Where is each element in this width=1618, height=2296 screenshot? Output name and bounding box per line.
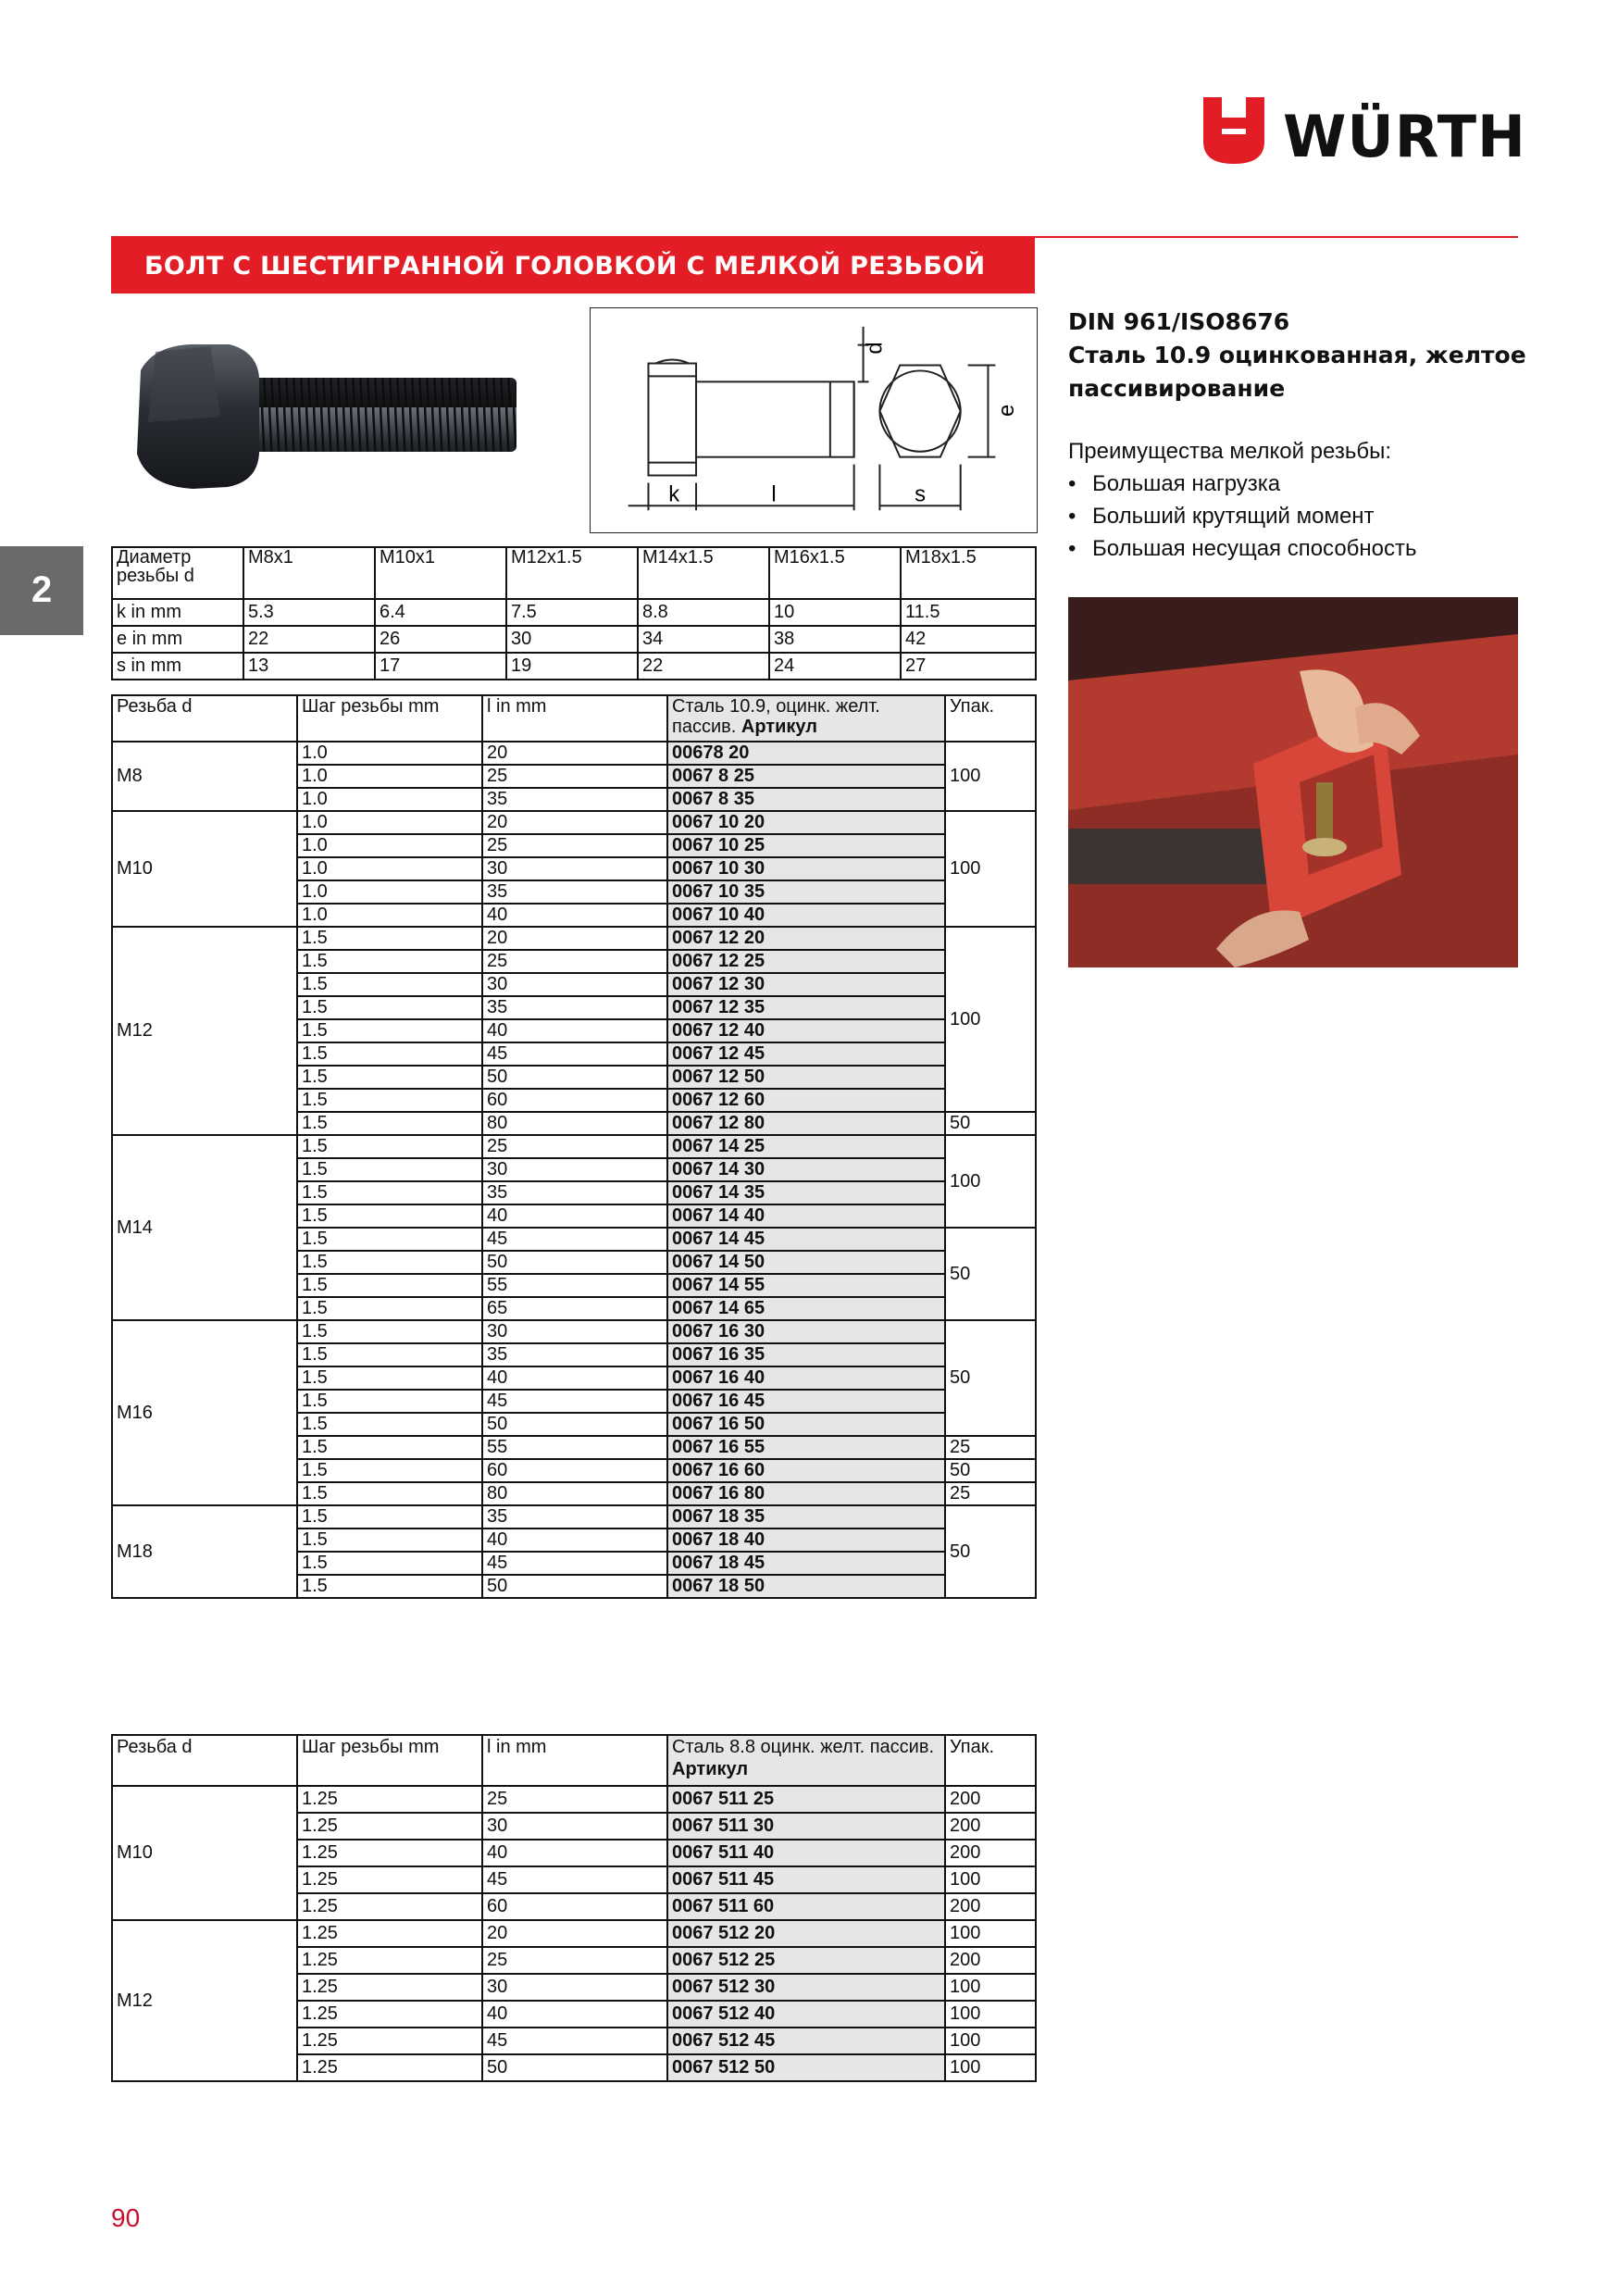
thread-size-cell: M12 <box>112 1920 297 2081</box>
dimension-value: 27 <box>901 653 1036 680</box>
pitch-cell: 1.5 <box>297 1459 482 1482</box>
pack-cell: 50 <box>945 1112 1036 1135</box>
pack-cell: 50 <box>945 1505 1036 1598</box>
pitch-cell: 1.25 <box>297 1866 482 1893</box>
article-cell: 0067 512 30 <box>667 1974 945 2001</box>
pack-cell: 100 <box>945 1974 1036 2001</box>
pitch-cell: 1.0 <box>297 834 482 857</box>
dimension-value: 13 <box>243 653 375 680</box>
pack-cell: 50 <box>945 1228 1036 1320</box>
article-cell: 0067 16 50 <box>667 1413 945 1436</box>
brand-name: WÜRTH <box>1283 103 1526 170</box>
pitch-cell: 1.5 <box>297 1320 482 1343</box>
dimension-value: 22 <box>243 626 375 653</box>
article-cell: 0067 14 35 <box>667 1181 945 1204</box>
length-cell: 20 <box>482 927 667 950</box>
article-cell: 0067 14 65 <box>667 1297 945 1320</box>
pitch-cell: 1.5 <box>297 1575 482 1598</box>
article-cell: 0067 16 55 <box>667 1436 945 1459</box>
article-cell: 0067 14 45 <box>667 1228 945 1251</box>
length-cell: 55 <box>482 1436 667 1459</box>
pitch-cell: 1.5 <box>297 1042 482 1066</box>
length-cell: 35 <box>482 880 667 904</box>
pack-cell: 100 <box>945 927 1036 1112</box>
article-cell: 0067 511 45 <box>667 1866 945 1893</box>
length-cell: 45 <box>482 1552 667 1575</box>
application-photo <box>1068 597 1518 967</box>
length-cell: 45 <box>482 1042 667 1066</box>
pack-cell: 200 <box>945 1786 1036 1813</box>
dimension-value: 26 <box>375 626 506 653</box>
pitch-cell: 1.25 <box>297 1947 482 1974</box>
article-cell: 0067 16 30 <box>667 1320 945 1343</box>
advantages-block <box>1068 435 1417 565</box>
dimension-value: 38 <box>769 626 901 653</box>
dimension-value: M8x1 <box>243 547 375 599</box>
length-cell: 40 <box>482 1366 667 1390</box>
length-cell: 20 <box>482 811 667 834</box>
dimension-value: 11.5 <box>901 599 1036 626</box>
section-tab <box>0 546 83 635</box>
product-table-8-8 <box>111 1734 1037 2082</box>
length-cell: 40 <box>482 2001 667 2028</box>
dimension-value: 7.5 <box>506 599 638 626</box>
article-cell: 0067 18 45 <box>667 1552 945 1575</box>
title-bar <box>111 236 1035 293</box>
pitch-cell: 1.25 <box>297 1920 482 1947</box>
pack-cell: 100 <box>945 2054 1036 2081</box>
pack-cell: 100 <box>945 742 1036 811</box>
length-cell: 25 <box>482 1947 667 1974</box>
length-cell: 50 <box>482 1413 667 1436</box>
article-cell: 0067 18 35 <box>667 1505 945 1529</box>
pack-cell: 50 <box>945 1320 1036 1436</box>
dimension-value: M12x1.5 <box>506 547 638 599</box>
dimensions-row <box>112 599 1036 626</box>
article-cell: 0067 511 30 <box>667 1813 945 1840</box>
table-row <box>112 811 1036 834</box>
article-cell: 0067 10 40 <box>667 904 945 927</box>
dimension-value: 17 <box>375 653 506 680</box>
article-cell: 0067 18 40 <box>667 1529 945 1552</box>
pack-cell: 25 <box>945 1436 1036 1459</box>
article-cell: 0067 12 50 <box>667 1066 945 1089</box>
dimension-value: M14x1.5 <box>638 547 769 599</box>
pitch-cell: 1.0 <box>297 788 482 811</box>
pack-cell: 200 <box>945 1840 1036 1866</box>
wurth-logo-mark-icon <box>1203 97 1264 164</box>
pitch-cell: 1.5 <box>297 1251 482 1274</box>
pack-cell: 100 <box>945 2001 1036 2028</box>
length-cell: 45 <box>482 2028 667 2054</box>
length-cell: 30 <box>482 1974 667 2001</box>
pitch-cell: 1.5 <box>297 996 482 1019</box>
pitch-cell: 1.0 <box>297 811 482 834</box>
dimension-value: 22 <box>638 653 769 680</box>
col-pack-header: Упак. <box>945 1735 1036 1786</box>
article-cell: 00678 20 <box>667 742 945 765</box>
col-length-header: l in mm <box>482 1735 667 1786</box>
article-cell: 0067 10 25 <box>667 834 945 857</box>
length-cell: 50 <box>482 1575 667 1598</box>
col-thread-header: Резьба d <box>112 1735 297 1786</box>
pitch-cell: 1.5 <box>297 1413 482 1436</box>
article-cell: 0067 12 60 <box>667 1089 945 1112</box>
article-cell: 0067 511 60 <box>667 1893 945 1920</box>
length-cell: 20 <box>482 742 667 765</box>
col-thread-header: Резьба d <box>112 695 297 742</box>
dimension-value: M10x1 <box>375 547 506 599</box>
dimension-value: 24 <box>769 653 901 680</box>
col-article-header-material: Сталь 8.8 оцинк. желт. пассив. <box>672 1737 935 1757</box>
article-cell: 0067 512 50 <box>667 2054 945 2081</box>
pack-cell: 100 <box>945 1866 1036 1893</box>
article-cell: 0067 511 40 <box>667 1840 945 1866</box>
length-cell: 80 <box>482 1112 667 1135</box>
col-article-header <box>667 695 945 742</box>
length-cell: 45 <box>482 1228 667 1251</box>
pitch-cell: 1.5 <box>297 950 482 973</box>
table-row <box>112 1786 1036 1813</box>
article-cell: 0067 10 35 <box>667 880 945 904</box>
article-cell: 0067 12 20 <box>667 927 945 950</box>
article-cell: 0067 12 45 <box>667 1042 945 1066</box>
table-row <box>112 927 1036 950</box>
advantage-item: • Большая нагрузка <box>1068 468 1417 500</box>
length-cell: 55 <box>482 1274 667 1297</box>
length-cell: 40 <box>482 1529 667 1552</box>
thread-size-cell: M18 <box>112 1505 297 1598</box>
article-cell: 0067 16 80 <box>667 1482 945 1505</box>
dim-s-label: s <box>915 481 927 507</box>
length-cell: 45 <box>482 1390 667 1413</box>
page-title: БОЛТ С ШЕСТИГРАННОЙ ГОЛОВКОЙ С МЕЛКОЙ РЕЗЬБОЙ <box>144 252 986 281</box>
article-cell: 0067 8 35 <box>667 788 945 811</box>
article-cell: 0067 16 45 <box>667 1390 945 1413</box>
section-tab-number: 2 <box>31 569 53 610</box>
pitch-cell: 1.25 <box>297 1786 482 1813</box>
bolt-image <box>128 333 535 500</box>
article-cell: 0067 12 25 <box>667 950 945 973</box>
article-cell: 0067 14 30 <box>667 1158 945 1181</box>
dimension-value: 42 <box>901 626 1036 653</box>
bolt-technical-drawing <box>590 307 1038 533</box>
length-cell: 25 <box>482 834 667 857</box>
pitch-cell: 1.0 <box>297 904 482 927</box>
pitch-cell: 1.5 <box>297 1158 482 1181</box>
length-cell: 50 <box>482 2054 667 2081</box>
pack-cell: 25 <box>945 1482 1036 1505</box>
length-cell: 35 <box>482 996 667 1019</box>
article-cell: 0067 511 25 <box>667 1786 945 1813</box>
pitch-cell: 1.5 <box>297 1343 482 1366</box>
thread-size-cell: M10 <box>112 1786 297 1920</box>
dimension-value: 10 <box>769 599 901 626</box>
pitch-cell: 1.0 <box>297 765 482 788</box>
dimension-value: 19 <box>506 653 638 680</box>
pitch-cell: 1.5 <box>297 1019 482 1042</box>
pitch-cell: 1.5 <box>297 1482 482 1505</box>
col-length-header: l in mm <box>482 695 667 742</box>
table-row <box>112 1135 1036 1158</box>
pitch-cell: 1.5 <box>297 1436 482 1459</box>
pitch-cell: 1.0 <box>297 857 482 880</box>
thread-size-cell: M8 <box>112 742 297 811</box>
pitch-cell: 1.5 <box>297 973 482 996</box>
pitch-cell: 1.25 <box>297 2054 482 2081</box>
dimension-label: e in mm <box>112 626 243 653</box>
pitch-cell: 1.25 <box>297 2001 482 2028</box>
article-cell: 0067 14 40 <box>667 1204 945 1228</box>
article-cell: 0067 12 30 <box>667 973 945 996</box>
pack-cell: 100 <box>945 1135 1036 1228</box>
length-cell: 25 <box>482 950 667 973</box>
length-cell: 50 <box>482 1251 667 1274</box>
length-cell: 80 <box>482 1482 667 1505</box>
col-pack-header: Упак. <box>945 695 1036 742</box>
pitch-cell: 1.5 <box>297 1181 482 1204</box>
length-cell: 60 <box>482 1893 667 1920</box>
length-cell: 50 <box>482 1066 667 1089</box>
dimensions-row <box>112 653 1036 680</box>
length-cell: 35 <box>482 1343 667 1366</box>
pack-cell: 100 <box>945 811 1036 927</box>
length-cell: 30 <box>482 1813 667 1840</box>
dimensions-row <box>112 547 1036 599</box>
article-cell: 0067 512 45 <box>667 2028 945 2054</box>
length-cell: 60 <box>482 1459 667 1482</box>
advantage-item: • Большая несущая способность <box>1068 532 1417 565</box>
article-cell: 0067 16 40 <box>667 1366 945 1390</box>
pitch-cell: 1.25 <box>297 1813 482 1840</box>
table-row <box>112 742 1036 765</box>
pitch-cell: 1.0 <box>297 742 482 765</box>
dimension-value: M18x1.5 <box>901 547 1036 599</box>
length-cell: 45 <box>482 1866 667 1893</box>
dimension-value: 34 <box>638 626 769 653</box>
dimension-value: 5.3 <box>243 599 375 626</box>
dim-d-label: d <box>862 342 888 355</box>
pitch-cell: 1.5 <box>297 1505 482 1529</box>
length-cell: 35 <box>482 1505 667 1529</box>
col-article-header-material: Сталь 10.9, оцинк. желт. пассив. <box>672 696 880 737</box>
article-cell: 0067 12 40 <box>667 1019 945 1042</box>
article-cell: 0067 512 40 <box>667 2001 945 2028</box>
pitch-cell: 1.0 <box>297 880 482 904</box>
article-cell: 0067 14 55 <box>667 1274 945 1297</box>
article-cell: 0067 16 60 <box>667 1459 945 1482</box>
length-cell: 30 <box>482 973 667 996</box>
pitch-cell: 1.25 <box>297 1893 482 1920</box>
article-cell: 0067 512 25 <box>667 1947 945 1974</box>
advantages-heading: Преимущества мелкой резьбы: <box>1068 439 1392 464</box>
pitch-cell: 1.5 <box>297 1112 482 1135</box>
dimension-label: Диаметр резьбы d <box>112 547 243 599</box>
article-cell: 0067 14 25 <box>667 1135 945 1158</box>
length-cell: 35 <box>482 788 667 811</box>
article-cell: 0067 8 25 <box>667 765 945 788</box>
dimensions-table <box>111 546 1037 680</box>
pitch-cell: 1.5 <box>297 1066 482 1089</box>
length-cell: 40 <box>482 904 667 927</box>
page-number: 90 <box>111 2203 141 2232</box>
article-cell: 0067 14 50 <box>667 1251 945 1274</box>
advantages-list <box>1068 468 1417 565</box>
pack-cell: 50 <box>945 1459 1036 1482</box>
table-row <box>112 1505 1036 1529</box>
length-cell: 20 <box>482 1920 667 1947</box>
title-rule <box>1035 236 1518 238</box>
dimension-label: s in mm <box>112 653 243 680</box>
thread-size-cell: M16 <box>112 1320 297 1505</box>
article-cell: 0067 12 35 <box>667 996 945 1019</box>
dimension-value: M16x1.5 <box>769 547 901 599</box>
length-cell: 65 <box>482 1297 667 1320</box>
col-article-header <box>667 1735 945 1786</box>
standard-coating: пассивирование <box>1068 375 1286 402</box>
length-cell: 30 <box>482 1158 667 1181</box>
thread-size-cell: M10 <box>112 811 297 927</box>
length-cell: 35 <box>482 1181 667 1204</box>
dim-l-label: l <box>771 481 777 507</box>
col-article-header-label: Артикул <box>741 717 817 737</box>
pitch-cell: 1.25 <box>297 1840 482 1866</box>
pitch-cell: 1.5 <box>297 1274 482 1297</box>
length-cell: 25 <box>482 765 667 788</box>
article-cell: 0067 10 30 <box>667 857 945 880</box>
dim-k-label: k <box>668 481 680 507</box>
table-row <box>112 1320 1036 1343</box>
pack-cell: 200 <box>945 1813 1036 1840</box>
article-cell: 0067 512 20 <box>667 1920 945 1947</box>
advantage-item: • Больший крутящий момент <box>1068 500 1417 532</box>
pitch-cell: 1.5 <box>297 1552 482 1575</box>
standard-din: DIN 961/ISO8676 <box>1068 308 1290 335</box>
length-cell: 30 <box>482 857 667 880</box>
col-pitch-header: Шаг резьбы mm <box>297 695 482 742</box>
pitch-cell: 1.5 <box>297 1529 482 1552</box>
length-cell: 30 <box>482 1320 667 1343</box>
article-cell: 0067 16 35 <box>667 1343 945 1366</box>
pitch-cell: 1.5 <box>297 1228 482 1251</box>
length-cell: 40 <box>482 1840 667 1866</box>
pack-cell: 100 <box>945 2028 1036 2054</box>
pitch-cell: 1.5 <box>297 1135 482 1158</box>
dimensions-row <box>112 626 1036 653</box>
pitch-cell: 1.5 <box>297 1390 482 1413</box>
dimension-value: 6.4 <box>375 599 506 626</box>
pitch-cell: 1.5 <box>297 1089 482 1112</box>
length-cell: 60 <box>482 1089 667 1112</box>
col-article-header-label: Артикул <box>672 1759 749 1779</box>
thread-size-cell: M14 <box>112 1135 297 1320</box>
product-table-10-9 <box>111 694 1037 1599</box>
length-cell: 25 <box>482 1786 667 1813</box>
length-cell: 40 <box>482 1019 667 1042</box>
pitch-cell: 1.25 <box>297 1974 482 2001</box>
length-cell: 25 <box>482 1135 667 1158</box>
thread-size-cell: M12 <box>112 927 297 1135</box>
article-cell: 0067 10 20 <box>667 811 945 834</box>
col-pitch-header: Шаг резьбы mm <box>297 1735 482 1786</box>
pitch-cell: 1.5 <box>297 1297 482 1320</box>
article-cell: 0067 12 80 <box>667 1112 945 1135</box>
pitch-cell: 1.5 <box>297 927 482 950</box>
pitch-cell: 1.5 <box>297 1366 482 1390</box>
pack-cell: 100 <box>945 1920 1036 1947</box>
dimension-label: k in mm <box>112 599 243 626</box>
dim-e-label: e <box>994 404 1020 418</box>
dimension-value: 30 <box>506 626 638 653</box>
pitch-cell: 1.5 <box>297 1204 482 1228</box>
pack-cell: 200 <box>945 1947 1036 1974</box>
length-cell: 40 <box>482 1204 667 1228</box>
standard-info <box>1068 306 1526 406</box>
standard-material: Сталь 10.9 оцинкованная, желтое <box>1068 342 1526 368</box>
dimension-value: 8.8 <box>638 599 769 626</box>
pack-cell: 200 <box>945 1893 1036 1920</box>
wurth-logo <box>1203 97 1526 171</box>
table-row <box>112 1920 1036 1947</box>
pitch-cell: 1.25 <box>297 2028 482 2054</box>
article-cell: 0067 18 50 <box>667 1575 945 1598</box>
